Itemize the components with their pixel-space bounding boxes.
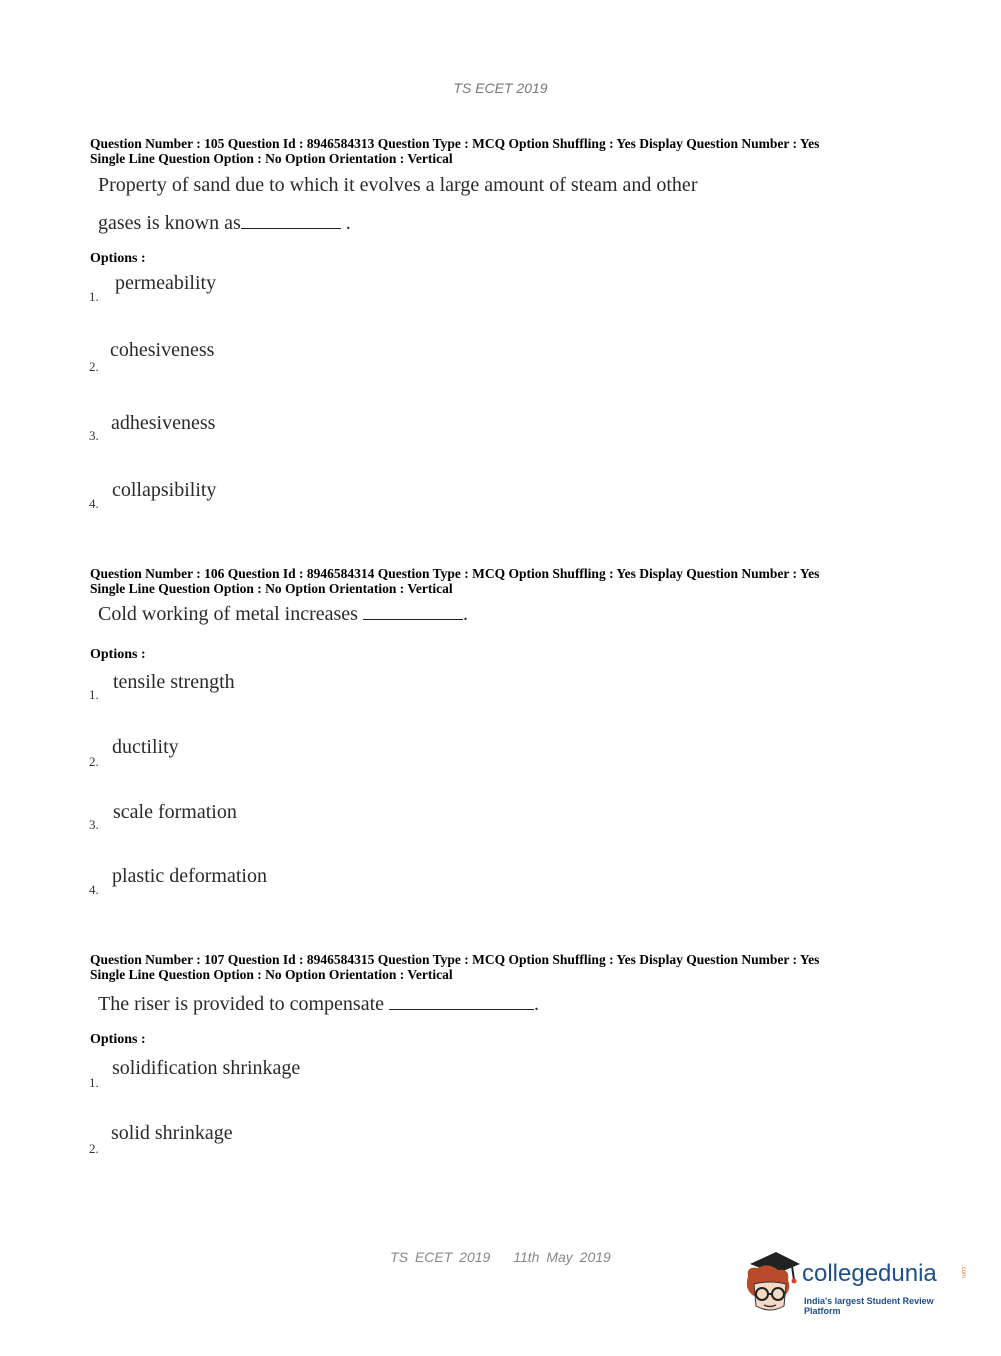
option-number: 1. xyxy=(89,1075,99,1090)
meta-line-2: Single Line Question Option : No Option Orientation : Vertical xyxy=(90,967,453,982)
option-text: adhesiveness xyxy=(111,412,216,434)
mascot-icon xyxy=(742,1250,802,1318)
meta-line-2: Single Line Question Option : No Option Orientation : Vertical xyxy=(90,151,453,166)
question-105-text-line1: Property of sand due to which it evolves a large amount of steam and other xyxy=(98,174,698,196)
question-end: . xyxy=(340,212,351,234)
question-107-text xyxy=(98,993,539,1016)
option-number: 4. xyxy=(89,496,99,511)
meta-line-1: Question Number : 106 Question Id : 8946584314 Question Type : MCQ Option Shuffling : Yes Display Question Number : Yes xyxy=(90,566,820,581)
option-text: solidification shrinkage xyxy=(112,1057,301,1079)
footer-date: 11th May 2019 xyxy=(513,1249,611,1265)
question-105-meta xyxy=(90,136,910,166)
footer-exam: TS ECET 2019 xyxy=(390,1249,491,1265)
collegedunia-logo[interactable] xyxy=(742,1250,972,1320)
question-end: . xyxy=(462,603,468,625)
meta-line-1: Question Number : 107 Question Id : 8946584315 Question Type : MCQ Option Shuffling : Yes Display Question Number : Yes xyxy=(90,952,820,967)
page-header: TS ECET 2019 xyxy=(453,80,548,96)
option-text: collapsibility xyxy=(112,479,217,501)
question-text: The riser is provided to compensate xyxy=(98,993,390,1015)
option-number: 2. xyxy=(89,359,99,374)
question-text: Cold working of metal increases xyxy=(98,603,363,625)
question-end: . xyxy=(534,993,540,1015)
option-number: 2. xyxy=(89,754,99,769)
logo-name: collegedunia xyxy=(802,1260,937,1287)
option-text: permeability xyxy=(115,272,217,294)
option-text: cohesiveness xyxy=(110,339,215,361)
logo-suffix: .com xyxy=(960,1265,966,1279)
option-number: 2. xyxy=(89,1141,99,1156)
option-number: 4. xyxy=(89,882,99,897)
answer-blank xyxy=(389,993,534,1010)
logo-tagline: India's largest Student Review Platform xyxy=(804,1296,934,1316)
options-label: Options : xyxy=(90,1032,146,1047)
option-number: 3. xyxy=(89,428,99,443)
question-106-meta xyxy=(90,566,910,596)
options-label: Options : xyxy=(90,647,146,662)
question-107-meta xyxy=(90,952,910,982)
option-text: solid shrinkage xyxy=(111,1122,233,1144)
option-number: 1. xyxy=(89,289,99,304)
meta-line-2: Single Line Question Option : No Option Orientation : Vertical xyxy=(90,581,453,596)
question-text: gases is known as xyxy=(98,212,241,234)
option-text: scale formation xyxy=(113,801,237,823)
options-label: Options : xyxy=(90,251,146,266)
option-text: plastic deformation xyxy=(112,865,267,887)
answer-blank xyxy=(241,212,341,229)
question-106-text xyxy=(98,603,468,626)
meta-line-1: Question Number : 105 Question Id : 8946584313 Question Type : MCQ Option Shuffling : Yes Display Question Number : Yes xyxy=(90,136,820,151)
option-text: tensile strength xyxy=(113,671,235,693)
option-number: 3. xyxy=(89,817,99,832)
question-105-text-line2 xyxy=(98,212,351,235)
option-text: ductility xyxy=(112,736,179,758)
answer-blank xyxy=(363,603,463,620)
option-number: 1. xyxy=(89,687,99,702)
